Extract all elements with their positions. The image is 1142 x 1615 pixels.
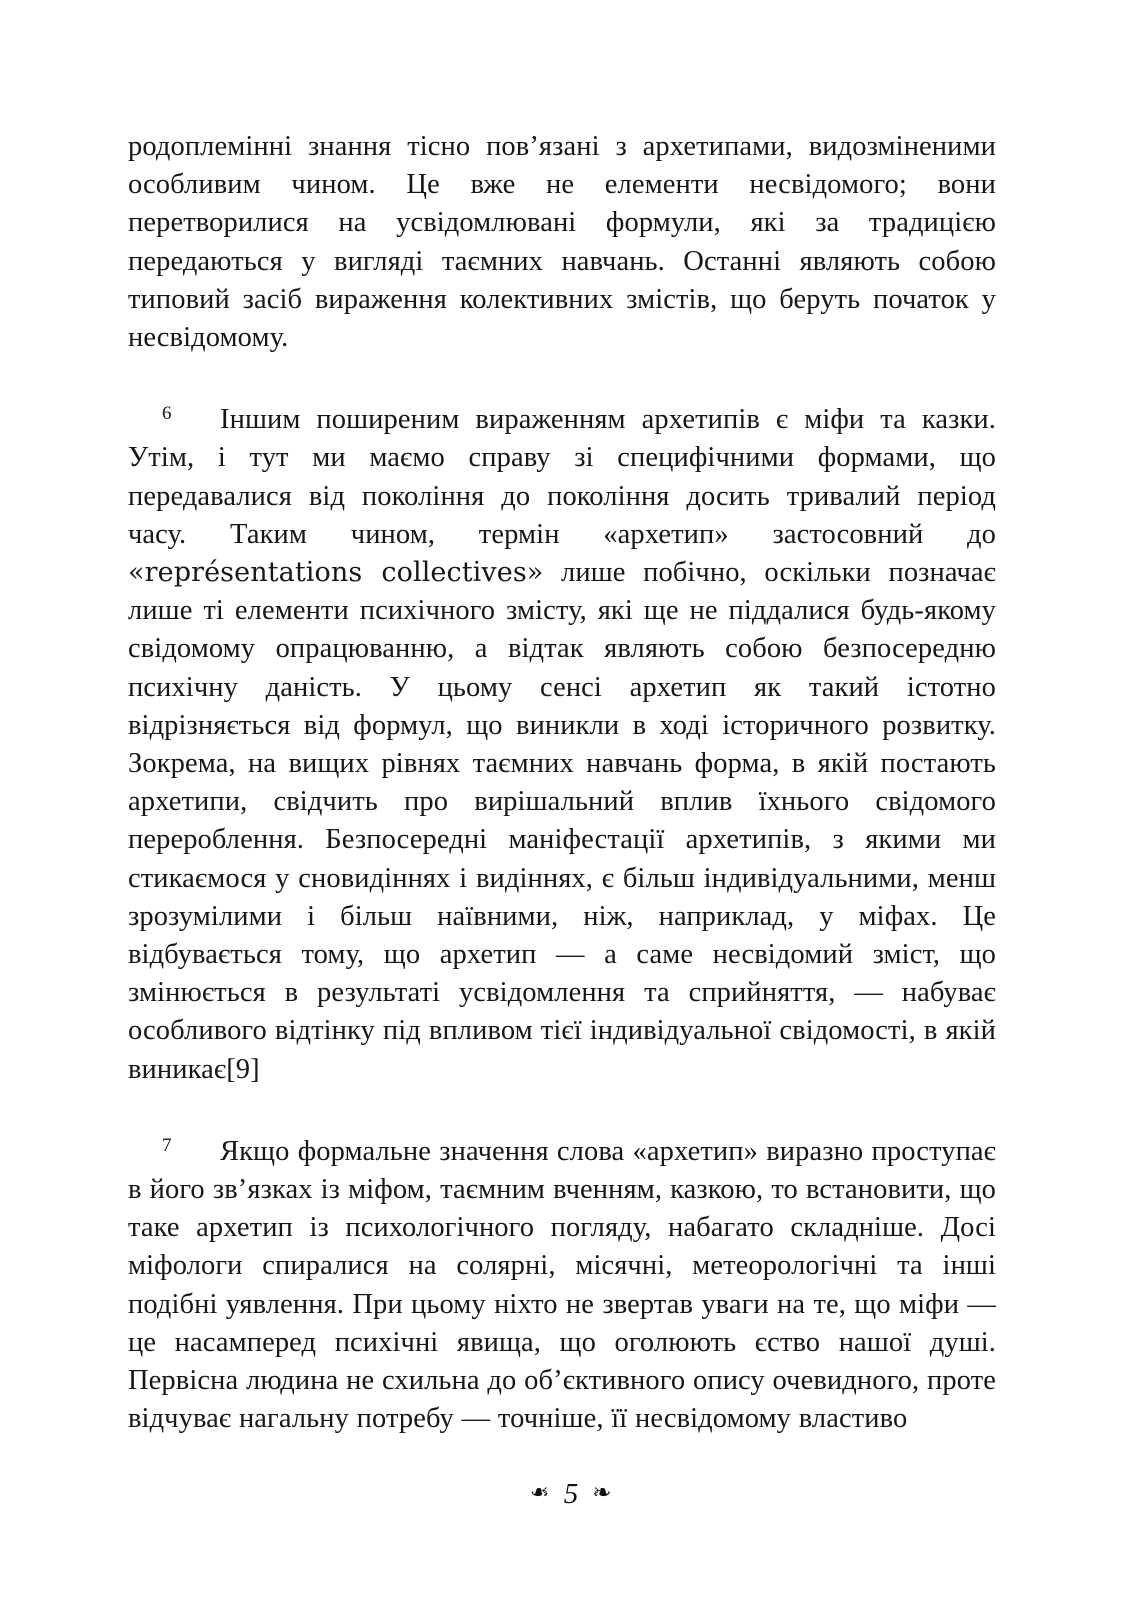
fleuron-ornament-right-icon: ❧ — [592, 1480, 612, 1505]
paragraph-text: родоплемінні знання тісно пов’язані з архетипами, видозміненими особливим чином. Це вже не елементи несвідомого; вони перетворилися на усвідомлювані формули, які за традицією передаються у вигляді таємних навчань. Останні являють собою типовий засіб вираження колективних змістів, що беруть початок у несвідомому. — [128, 131, 996, 354]
paragraph-6-text-before-foreign: Іншим поширеним вираженням архетипів є міфи та казки. Утім, і тут ми маємо справу зі специфічними формами, що передавалися від покоління до покоління досить тривалий період часу. Таким чином, термін «архетип» застосовний до — [128, 404, 996, 550]
body-text-block — [128, 128, 996, 1439]
paragraph-7-text: Якщо формальне значення слова «архетип» виразно проступає в його зв’язках із міфом, таємним вченням, казкою, то встановити, що таке архетип із психологічного погляду, набагато складніше. Досі міфологи спиралися на солярні, місячні, метеорологічні та інші подібні уявлення. При цьому ніхто не звертав уваги на те, що міфи — це насамперед психічні явища, що оголюють єство нашої душі. Первісна людина не схильна до об’єктивного опису очевидного, проте відчуває нагальну потребу — точніше, її несвідомому властиво — [128, 1135, 996, 1435]
paragraph-number-6: 6 — [162, 403, 172, 425]
paragraph-6 — [128, 395, 996, 1089]
fleuron-ornament-left-icon: ❧ — [530, 1480, 550, 1505]
paragraph-continued — [128, 128, 996, 357]
paragraph-6-text-after-foreign: лише побічно, оскільки позначає лише ті елементи психічного змісту, які ще не піддалися будь-якому свідомому опрацюванню, а відтак являють собою безпосередню психічну даність. У цьому сенсі архетип як такий істотно відрізняється від формул, що виникли в ході історичного розвитку. Зокрема, на вищих рівнях таємних навчань форма, в якій постають архетипи, свідчить про вирішальний вплив їхнього свідомого перероблення. Безпосередні маніфестації архетипів, з якими ми стикаємося у сновидіннях і видіннях, є більш індивідуальними, менш зрозумілими і більш наївними, ніж, наприклад, у міфах. Це відбувається тому, що архетип — а саме несвідомий зміст, що змінюється в результаті усвідомлення та сприйняття, — набуває особливого відтінку під впливом тієї індивідуальної свідомості, в якій виникає[9] — [128, 557, 997, 1085]
paragraph-7 — [128, 1127, 996, 1439]
foreign-phrase-representations-collectives: «représentations collectives» — [128, 557, 544, 589]
page-footer — [0, 1478, 1142, 1511]
paragraph-number-7: 7 — [162, 1134, 172, 1156]
page-number: 5 — [563, 1478, 579, 1510]
